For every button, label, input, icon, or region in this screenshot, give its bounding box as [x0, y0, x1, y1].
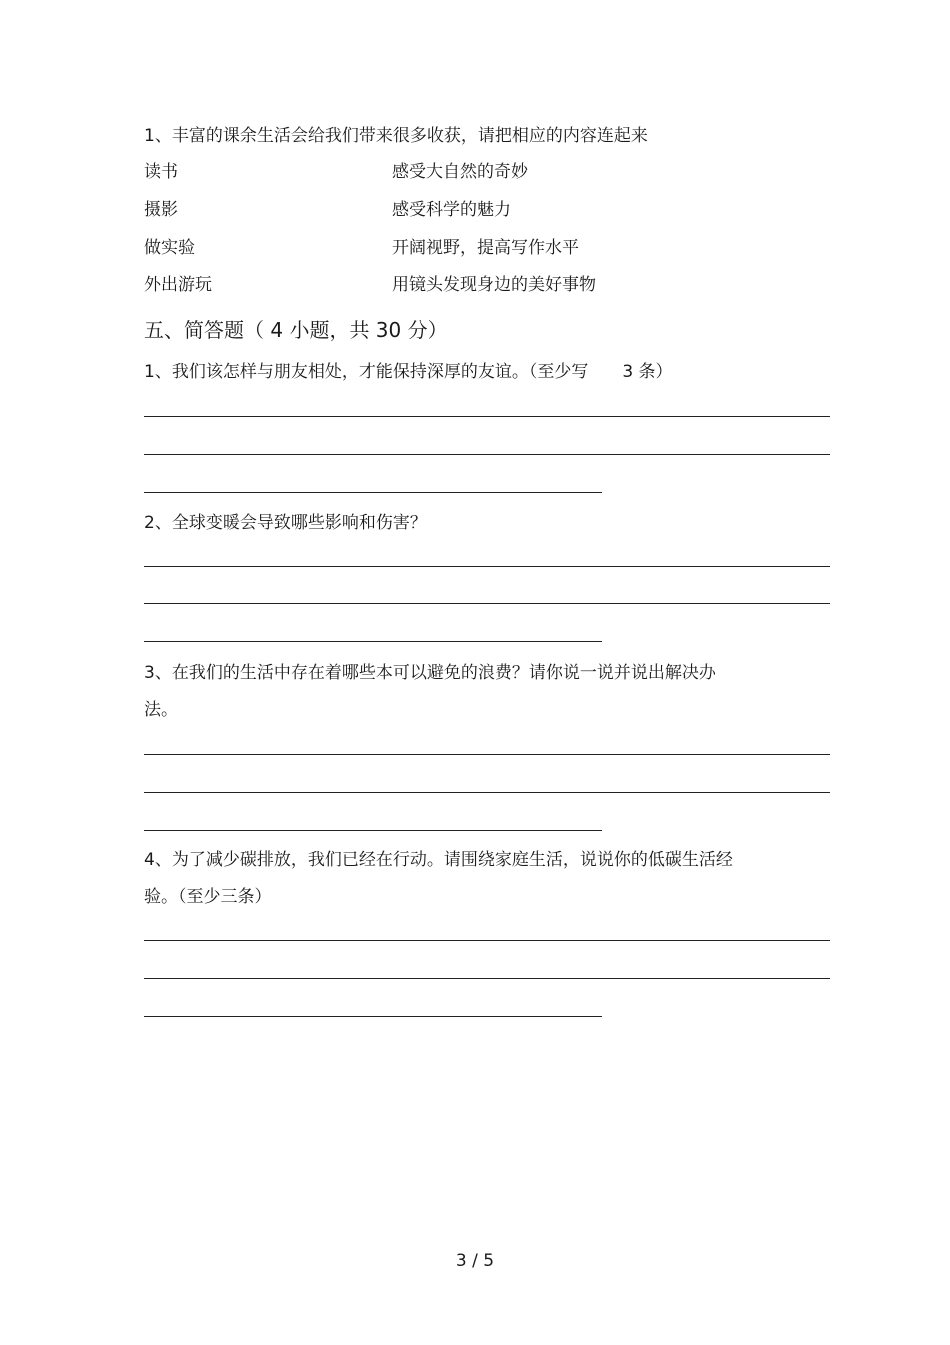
page-number: 3 / 5 [455, 1251, 495, 1271]
matching-left-item: 做实验 [144, 238, 195, 258]
answer-line[interactable] [144, 454, 830, 455]
answer-line[interactable] [144, 978, 830, 979]
matching-right-item: 感受科学的魅力 [392, 200, 511, 220]
matching-right-item: 感受大自然的奇妙 [392, 162, 528, 182]
matching-left-item: 读书 [144, 162, 178, 182]
question-text: 3、在我们的生活中存在着哪些本可以避免的浪费？请你说一说并说出解决办 [144, 663, 716, 683]
answer-line[interactable] [144, 566, 830, 567]
section-title: 五、简答题（ 4 小题，共 30 分） [144, 318, 448, 342]
question-text: 4、为了减少碳排放，我们已经在行动。请围绕家庭生活，说说你的低碳生活经 [144, 850, 733, 870]
answer-line[interactable] [144, 416, 830, 417]
matching-right-item: 开阔视野，提高写作水平 [392, 238, 579, 258]
matching-left-item: 外出游玩 [144, 275, 212, 295]
answer-line[interactable] [144, 792, 830, 793]
answer-line[interactable] [144, 940, 830, 941]
question-text-continued: 法。 [144, 700, 178, 720]
answer-line[interactable] [144, 754, 830, 755]
question-text-continued: 验。（至少三条） [144, 887, 272, 907]
answer-line[interactable] [144, 641, 602, 642]
answer-line[interactable] [144, 830, 602, 831]
answer-line[interactable] [144, 492, 602, 493]
question-text: 1、我们该怎样与朋友相处，才能保持深厚的友谊。（至少写 3 条） [144, 362, 673, 382]
answer-line[interactable] [144, 603, 830, 604]
matching-right-item: 用镜头发现身边的美好事物 [392, 275, 596, 295]
matching-question: 1、丰富的课余生活会给我们带来很多收获，请把相应的内容连起来 [144, 126, 648, 146]
answer-line[interactable] [144, 1016, 602, 1017]
question-text: 2、全球变暖会导致哪些影响和伤害？ [144, 513, 427, 533]
matching-left-item: 摄影 [144, 200, 178, 220]
